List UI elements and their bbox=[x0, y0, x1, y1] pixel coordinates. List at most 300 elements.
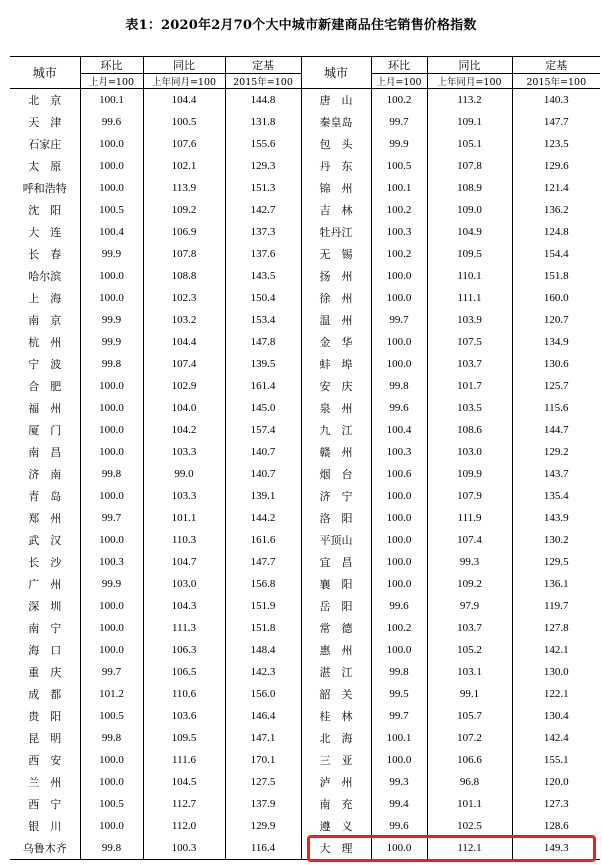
yoy-base: 上年同月=100 bbox=[143, 74, 225, 89]
right-mom-cell: 99.6 bbox=[371, 595, 427, 617]
table-row bbox=[10, 595, 600, 617]
left-mom-cell: 99.9 bbox=[80, 309, 143, 331]
right-city-cell: 洛 阳 bbox=[319, 512, 353, 525]
right-yoy-cell: 103.1 bbox=[427, 661, 512, 683]
right-mom-cell: 100.0 bbox=[371, 287, 427, 309]
right-city-cell: 烟 台 bbox=[319, 468, 353, 481]
left-city-cell: 深 圳 bbox=[28, 600, 62, 613]
right-yoy-cell: 103.0 bbox=[427, 441, 512, 463]
right-city-cell: 北 海 bbox=[319, 732, 353, 745]
left-mom-cell: 100.0 bbox=[80, 771, 143, 793]
right-mom-cell: 100.2 bbox=[371, 243, 427, 265]
left-city-cell: 哈尔滨 bbox=[28, 270, 62, 283]
left-fixed-cell: 131.8 bbox=[225, 111, 301, 133]
left-city-cell: 济 南 bbox=[28, 468, 62, 481]
fixed-header-right: 定基 bbox=[512, 57, 600, 74]
right-fixed-cell: 129.6 bbox=[512, 155, 600, 177]
right-yoy-cell: 108.6 bbox=[427, 419, 512, 441]
right-fixed-cell: 143.7 bbox=[512, 463, 600, 485]
right-city-cell: 秦皇岛 bbox=[319, 116, 353, 129]
left-mom-cell: 100.0 bbox=[80, 441, 143, 463]
left-yoy-cell: 103.2 bbox=[143, 309, 225, 331]
left-mom-cell: 100.0 bbox=[80, 595, 143, 617]
left-fixed-cell: 147.7 bbox=[225, 551, 301, 573]
right-city-cell: 锦 州 bbox=[319, 182, 353, 195]
left-mom-cell: 100.4 bbox=[80, 221, 143, 243]
right-mom-cell: 100.0 bbox=[371, 265, 427, 287]
left-city-cell: 福 州 bbox=[28, 402, 62, 415]
right-mom-cell: 100.4 bbox=[371, 419, 427, 441]
city-header-right: 城市 bbox=[301, 57, 371, 89]
left-fixed-cell: 155.6 bbox=[225, 133, 301, 155]
right-fixed-cell: 136.2 bbox=[512, 199, 600, 221]
right-fixed-cell: 121.4 bbox=[512, 177, 600, 199]
left-mom-cell: 99.6 bbox=[80, 111, 143, 133]
left-city-cell: 太 原 bbox=[28, 160, 62, 173]
right-fixed-cell: 151.8 bbox=[512, 265, 600, 287]
left-city-cell: 重 庆 bbox=[28, 666, 62, 679]
left-city-cell: 厦 门 bbox=[28, 424, 62, 437]
right-city-cell: 遵 义 bbox=[319, 820, 353, 833]
table-row bbox=[10, 727, 600, 749]
left-city-cell: 昆 明 bbox=[28, 732, 62, 745]
left-yoy-cell: 99.0 bbox=[143, 463, 225, 485]
right-city-cell: 唐 山 bbox=[319, 94, 353, 107]
right-yoy-cell: 103.7 bbox=[427, 617, 512, 639]
left-yoy-cell: 102.3 bbox=[143, 287, 225, 309]
city-header: 城市 bbox=[10, 57, 80, 89]
right-mom-cell: 99.6 bbox=[371, 397, 427, 419]
left-mom-cell: 99.7 bbox=[80, 507, 143, 529]
right-mom-cell: 99.8 bbox=[371, 661, 427, 683]
left-yoy-cell: 110.6 bbox=[143, 683, 225, 705]
right-city-cell: 九 江 bbox=[319, 424, 353, 437]
left-fixed-cell: 153.4 bbox=[225, 309, 301, 331]
left-city-cell: 武 汉 bbox=[28, 534, 62, 547]
mom-base-right: 上月=100 bbox=[371, 74, 427, 89]
table-row bbox=[10, 639, 600, 661]
left-fixed-cell: 129.3 bbox=[225, 155, 301, 177]
left-yoy-cell: 109.5 bbox=[143, 727, 225, 749]
left-mom-cell: 99.8 bbox=[80, 353, 143, 375]
right-yoy-cell: 107.8 bbox=[427, 155, 512, 177]
left-yoy-cell: 107.8 bbox=[143, 243, 225, 265]
left-city-cell: 成 都 bbox=[28, 688, 62, 701]
right-mom-cell: 100.0 bbox=[371, 837, 427, 860]
left-mom-cell: 99.9 bbox=[80, 573, 143, 595]
left-mom-cell: 99.9 bbox=[80, 331, 143, 353]
left-fixed-cell: 139.5 bbox=[225, 353, 301, 375]
right-yoy-cell: 103.5 bbox=[427, 397, 512, 419]
left-mom-cell: 100.0 bbox=[80, 749, 143, 771]
price-index-table bbox=[10, 56, 600, 860]
right-city-cell: 济 宁 bbox=[319, 490, 353, 503]
right-mom-cell: 100.0 bbox=[371, 331, 427, 353]
right-yoy-cell: 105.1 bbox=[427, 133, 512, 155]
right-city-cell: 徐 州 bbox=[319, 292, 353, 305]
right-fixed-cell: 130.6 bbox=[512, 353, 600, 375]
right-fixed-cell: 124.8 bbox=[512, 221, 600, 243]
right-yoy-cell: 107.5 bbox=[427, 331, 512, 353]
yoy-header: 同比 bbox=[143, 57, 225, 74]
left-fixed-cell: 144.2 bbox=[225, 507, 301, 529]
left-city-cell: 乌鲁木齐 bbox=[10, 837, 80, 860]
left-yoy-cell: 104.0 bbox=[143, 397, 225, 419]
left-mom-cell: 100.5 bbox=[80, 199, 143, 221]
table-row bbox=[10, 573, 600, 595]
left-fixed-cell: 140.7 bbox=[225, 441, 301, 463]
left-fixed-cell: 145.0 bbox=[225, 397, 301, 419]
right-mom-cell: 100.0 bbox=[371, 529, 427, 551]
left-fixed-cell: 151.9 bbox=[225, 595, 301, 617]
left-city-cell: 郑 州 bbox=[28, 512, 62, 525]
left-mom-cell: 99.7 bbox=[80, 661, 143, 683]
table-row bbox=[10, 243, 600, 265]
left-fixed-cell: 137.9 bbox=[225, 793, 301, 815]
left-city-cell: 合 肥 bbox=[28, 380, 62, 393]
right-fixed-cell: 129.2 bbox=[512, 441, 600, 463]
right-fixed-cell: 144.7 bbox=[512, 419, 600, 441]
mom-header: 环比 bbox=[80, 57, 143, 74]
right-mom-cell: 100.3 bbox=[371, 221, 427, 243]
right-city-cell: 金 华 bbox=[319, 336, 353, 349]
left-fixed-cell: 140.7 bbox=[225, 463, 301, 485]
right-city-cell: 安 庆 bbox=[319, 380, 353, 393]
left-yoy-cell: 106.9 bbox=[143, 221, 225, 243]
left-city-cell: 大 连 bbox=[28, 226, 62, 239]
right-yoy-cell: 107.4 bbox=[427, 529, 512, 551]
right-yoy-cell: 105.2 bbox=[427, 639, 512, 661]
left-city-cell: 沈 阳 bbox=[28, 204, 62, 217]
left-mom-cell: 100.0 bbox=[80, 177, 143, 199]
left-yoy-cell: 107.4 bbox=[143, 353, 225, 375]
left-mom-cell: 100.0 bbox=[80, 419, 143, 441]
right-fixed-cell: 147.7 bbox=[512, 111, 600, 133]
right-fixed-cell: 142.4 bbox=[512, 727, 600, 749]
left-fixed-cell: 161.6 bbox=[225, 529, 301, 551]
left-fixed-cell: 142.3 bbox=[225, 661, 301, 683]
table-row bbox=[10, 397, 600, 419]
right-mom-cell: 100.0 bbox=[371, 507, 427, 529]
left-yoy-cell: 112.0 bbox=[143, 815, 225, 837]
right-city-cell: 襄 阳 bbox=[319, 578, 353, 591]
left-fixed-cell: 143.5 bbox=[225, 265, 301, 287]
right-mom-cell: 99.9 bbox=[371, 133, 427, 155]
table-row bbox=[10, 793, 600, 815]
right-mom-cell: 100.2 bbox=[371, 89, 427, 112]
left-fixed-cell: 129.9 bbox=[225, 815, 301, 837]
left-fixed-cell: 116.4 bbox=[225, 837, 301, 860]
right-city-cell: 常 德 bbox=[319, 622, 353, 635]
right-city-cell: 包 头 bbox=[319, 138, 353, 151]
table-row bbox=[10, 111, 600, 133]
left-mom-cell: 100.0 bbox=[80, 639, 143, 661]
right-city-cell: 牡丹江 bbox=[319, 226, 353, 239]
right-yoy-cell: 106.6 bbox=[427, 749, 512, 771]
left-city-cell: 长 春 bbox=[28, 248, 62, 261]
left-mom-cell: 99.8 bbox=[80, 463, 143, 485]
left-yoy-cell: 104.2 bbox=[143, 419, 225, 441]
left-fixed-cell: 137.6 bbox=[225, 243, 301, 265]
right-fixed-cell: 149.3 bbox=[512, 837, 600, 860]
right-fixed-cell: 128.6 bbox=[512, 815, 600, 837]
right-fixed-cell: 160.0 bbox=[512, 287, 600, 309]
table-row bbox=[10, 507, 600, 529]
right-yoy-cell: 109.1 bbox=[427, 111, 512, 133]
left-mom-cell: 100.0 bbox=[80, 397, 143, 419]
right-fixed-cell: 130.2 bbox=[512, 529, 600, 551]
left-fixed-cell: 147.1 bbox=[225, 727, 301, 749]
left-mom-cell: 100.0 bbox=[80, 133, 143, 155]
right-yoy-cell: 104.9 bbox=[427, 221, 512, 243]
right-yoy-cell: 109.9 bbox=[427, 463, 512, 485]
right-city-cell: 宜 昌 bbox=[319, 556, 353, 569]
table-row bbox=[10, 815, 600, 837]
left-mom-cell: 99.8 bbox=[80, 837, 143, 860]
right-fixed-cell: 143.9 bbox=[512, 507, 600, 529]
right-fixed-cell: 154.4 bbox=[512, 243, 600, 265]
right-fixed-cell: 127.8 bbox=[512, 617, 600, 639]
left-city-cell: 贵 阳 bbox=[28, 710, 62, 723]
left-city-cell: 南 京 bbox=[28, 314, 62, 327]
right-city-cell: 温 州 bbox=[319, 314, 353, 327]
right-yoy-cell: 113.2 bbox=[427, 89, 512, 112]
left-fixed-cell: 150.4 bbox=[225, 287, 301, 309]
table-row bbox=[10, 221, 600, 243]
mom-header-right: 环比 bbox=[371, 57, 427, 74]
left-fixed-cell: 139.1 bbox=[225, 485, 301, 507]
left-city-cell: 南 宁 bbox=[28, 622, 62, 635]
left-yoy-cell: 108.8 bbox=[143, 265, 225, 287]
left-mom-cell: 100.0 bbox=[80, 265, 143, 287]
right-mom-cell: 99.7 bbox=[371, 705, 427, 727]
left-mom-cell: 100.0 bbox=[80, 617, 143, 639]
left-mom-cell: 100.0 bbox=[80, 375, 143, 397]
right-yoy-cell: 111.1 bbox=[427, 287, 512, 309]
left-mom-cell: 100.0 bbox=[80, 287, 143, 309]
right-mom-cell: 99.6 bbox=[371, 815, 427, 837]
left-yoy-cell: 104.3 bbox=[143, 595, 225, 617]
right-fixed-cell: 120.0 bbox=[512, 771, 600, 793]
right-mom-cell: 100.0 bbox=[371, 749, 427, 771]
left-city-cell: 长 沙 bbox=[28, 556, 62, 569]
table-row bbox=[10, 683, 600, 705]
left-city-cell: 北 京 bbox=[28, 94, 62, 107]
right-city-cell: 三 亚 bbox=[319, 754, 353, 767]
right-mom-cell: 100.1 bbox=[371, 727, 427, 749]
left-mom-cell: 100.0 bbox=[80, 815, 143, 837]
table-row bbox=[10, 551, 600, 573]
left-yoy-cell: 103.3 bbox=[143, 485, 225, 507]
right-fixed-cell: 155.1 bbox=[512, 749, 600, 771]
left-city-cell: 上 海 bbox=[28, 292, 62, 305]
left-fixed-cell: 157.4 bbox=[225, 419, 301, 441]
left-yoy-cell: 111.6 bbox=[143, 749, 225, 771]
right-mom-cell: 100.0 bbox=[371, 485, 427, 507]
right-yoy-cell: 103.9 bbox=[427, 309, 512, 331]
left-yoy-cell: 102.9 bbox=[143, 375, 225, 397]
right-yoy-cell: 101.1 bbox=[427, 793, 512, 815]
right-mom-cell: 100.0 bbox=[371, 551, 427, 573]
right-city-cell: 韶 关 bbox=[319, 688, 353, 701]
left-fixed-cell: 137.3 bbox=[225, 221, 301, 243]
right-mom-cell: 99.8 bbox=[371, 375, 427, 397]
left-yoy-cell: 103.0 bbox=[143, 573, 225, 595]
right-fixed-cell: 135.4 bbox=[512, 485, 600, 507]
right-yoy-cell: 107.2 bbox=[427, 727, 512, 749]
table-row bbox=[10, 331, 600, 353]
right-fixed-cell: 127.3 bbox=[512, 793, 600, 815]
right-city-cell: 岳 阳 bbox=[319, 600, 353, 613]
left-city-cell: 青 岛 bbox=[28, 490, 62, 503]
table-row bbox=[10, 771, 600, 793]
left-mom-cell: 99.9 bbox=[80, 243, 143, 265]
left-mom-cell: 100.0 bbox=[80, 485, 143, 507]
right-mom-cell: 99.7 bbox=[371, 111, 427, 133]
right-yoy-cell: 99.1 bbox=[427, 683, 512, 705]
left-fixed-cell: 146.4 bbox=[225, 705, 301, 727]
left-city-cell: 南 昌 bbox=[28, 446, 62, 459]
right-mom-cell: 99.4 bbox=[371, 793, 427, 815]
right-fixed-cell: 142.1 bbox=[512, 639, 600, 661]
right-yoy-cell: 97.9 bbox=[427, 595, 512, 617]
table-row bbox=[10, 749, 600, 771]
right-yoy-cell: 96.8 bbox=[427, 771, 512, 793]
right-fixed-cell: 130.0 bbox=[512, 661, 600, 683]
left-city-cell: 西 安 bbox=[28, 754, 62, 767]
table-row bbox=[10, 485, 600, 507]
right-yoy-cell: 107.9 bbox=[427, 485, 512, 507]
left-city-cell: 兰 州 bbox=[28, 776, 62, 789]
right-mom-cell: 100.1 bbox=[371, 177, 427, 199]
table-row bbox=[10, 837, 600, 860]
right-fixed-cell: 140.3 bbox=[512, 89, 600, 112]
left-city-cell: 天 津 bbox=[28, 116, 62, 129]
right-city-cell: 湛 江 bbox=[319, 666, 353, 679]
table-row bbox=[10, 287, 600, 309]
right-city-cell: 赣 州 bbox=[319, 446, 353, 459]
left-yoy-cell: 106.3 bbox=[143, 639, 225, 661]
right-fixed-cell: 122.1 bbox=[512, 683, 600, 705]
table-row bbox=[10, 617, 600, 639]
left-city-cell: 海 口 bbox=[28, 644, 62, 657]
right-mom-cell: 99.3 bbox=[371, 771, 427, 793]
left-yoy-cell: 112.7 bbox=[143, 793, 225, 815]
mom-base: 上月=100 bbox=[80, 74, 143, 89]
left-mom-cell: 100.0 bbox=[80, 529, 143, 551]
table-row bbox=[10, 309, 600, 331]
left-yoy-cell: 102.1 bbox=[143, 155, 225, 177]
left-mom-cell: 100.5 bbox=[80, 705, 143, 727]
left-fixed-cell: 147.8 bbox=[225, 331, 301, 353]
fixed-base-right: 2015年=100 bbox=[512, 74, 600, 89]
left-mom-cell: 100.1 bbox=[80, 89, 143, 112]
table-row bbox=[10, 661, 600, 683]
yoy-base-right: 上年同月=100 bbox=[427, 74, 512, 89]
right-fixed-cell: 125.7 bbox=[512, 375, 600, 397]
table-row bbox=[10, 155, 600, 177]
left-mom-cell: 101.2 bbox=[80, 683, 143, 705]
right-city-cell: 蚌 埠 bbox=[319, 358, 353, 371]
right-mom-cell: 100.0 bbox=[371, 573, 427, 595]
right-fixed-cell: 130.4 bbox=[512, 705, 600, 727]
right-yoy-cell: 101.7 bbox=[427, 375, 512, 397]
fixed-header: 定基 bbox=[225, 57, 301, 74]
right-city-cell: 泸 州 bbox=[319, 776, 353, 789]
left-fixed-cell: 142.7 bbox=[225, 199, 301, 221]
right-fixed-cell: 123.5 bbox=[512, 133, 600, 155]
left-fixed-cell: 148.4 bbox=[225, 639, 301, 661]
right-mom-cell: 100.3 bbox=[371, 441, 427, 463]
right-mom-cell: 99.5 bbox=[371, 683, 427, 705]
left-mom-cell: 100.3 bbox=[80, 551, 143, 573]
left-city-cell: 银 川 bbox=[28, 820, 62, 833]
left-city-cell: 宁 波 bbox=[28, 358, 62, 371]
right-fixed-cell: 129.5 bbox=[512, 551, 600, 573]
left-city-cell: 广 州 bbox=[28, 578, 62, 591]
left-city-cell: 西 宁 bbox=[28, 798, 62, 811]
right-mom-cell: 100.6 bbox=[371, 463, 427, 485]
left-yoy-cell: 113.9 bbox=[143, 177, 225, 199]
left-mom-cell: 99.8 bbox=[80, 727, 143, 749]
right-yoy-cell: 112.1 bbox=[427, 837, 512, 860]
right-fixed-cell: 136.1 bbox=[512, 573, 600, 595]
left-fixed-cell: 151.3 bbox=[225, 177, 301, 199]
right-yoy-cell: 109.0 bbox=[427, 199, 512, 221]
left-mom-cell: 100.0 bbox=[80, 155, 143, 177]
table-row bbox=[10, 441, 600, 463]
right-city-cell: 吉 林 bbox=[319, 204, 353, 217]
right-fixed-cell: 134.9 bbox=[512, 331, 600, 353]
right-mom-cell: 99.7 bbox=[371, 309, 427, 331]
right-yoy-cell: 110.1 bbox=[427, 265, 512, 287]
yoy-header-right: 同比 bbox=[427, 57, 512, 74]
fixed-base: 2015年=100 bbox=[225, 74, 301, 89]
table-row bbox=[10, 419, 600, 441]
right-yoy-cell: 109.5 bbox=[427, 243, 512, 265]
left-yoy-cell: 107.6 bbox=[143, 133, 225, 155]
right-mom-cell: 100.2 bbox=[371, 199, 427, 221]
right-city-cell: 平顶山 bbox=[319, 534, 353, 547]
right-mom-cell: 100.0 bbox=[371, 353, 427, 375]
right-yoy-cell: 99.3 bbox=[427, 551, 512, 573]
left-fixed-cell: 170.1 bbox=[225, 749, 301, 771]
right-fixed-cell: 115.6 bbox=[512, 397, 600, 419]
left-fixed-cell: 161.4 bbox=[225, 375, 301, 397]
right-city-cell: 无 锡 bbox=[319, 248, 353, 261]
left-fixed-cell: 144.8 bbox=[225, 89, 301, 112]
left-yoy-cell: 100.3 bbox=[143, 837, 225, 860]
right-yoy-cell: 111.9 bbox=[427, 507, 512, 529]
left-fixed-cell: 151.8 bbox=[225, 617, 301, 639]
left-city-cell: 呼和浩特 bbox=[22, 182, 67, 195]
right-city-cell: 丹 东 bbox=[319, 160, 353, 173]
left-yoy-cell: 110.3 bbox=[143, 529, 225, 551]
right-fixed-cell: 119.7 bbox=[512, 595, 600, 617]
left-yoy-cell: 103.6 bbox=[143, 705, 225, 727]
table-row bbox=[10, 89, 600, 112]
table-row bbox=[10, 265, 600, 287]
left-fixed-cell: 156.8 bbox=[225, 573, 301, 595]
right-yoy-cell: 103.7 bbox=[427, 353, 512, 375]
right-mom-cell: 100.5 bbox=[371, 155, 427, 177]
left-mom-cell: 100.5 bbox=[80, 793, 143, 815]
right-city-cell: 惠 州 bbox=[319, 644, 353, 657]
left-yoy-cell: 104.5 bbox=[143, 771, 225, 793]
table-row bbox=[10, 199, 600, 221]
left-yoy-cell: 104.4 bbox=[143, 331, 225, 353]
table-row bbox=[10, 133, 600, 155]
